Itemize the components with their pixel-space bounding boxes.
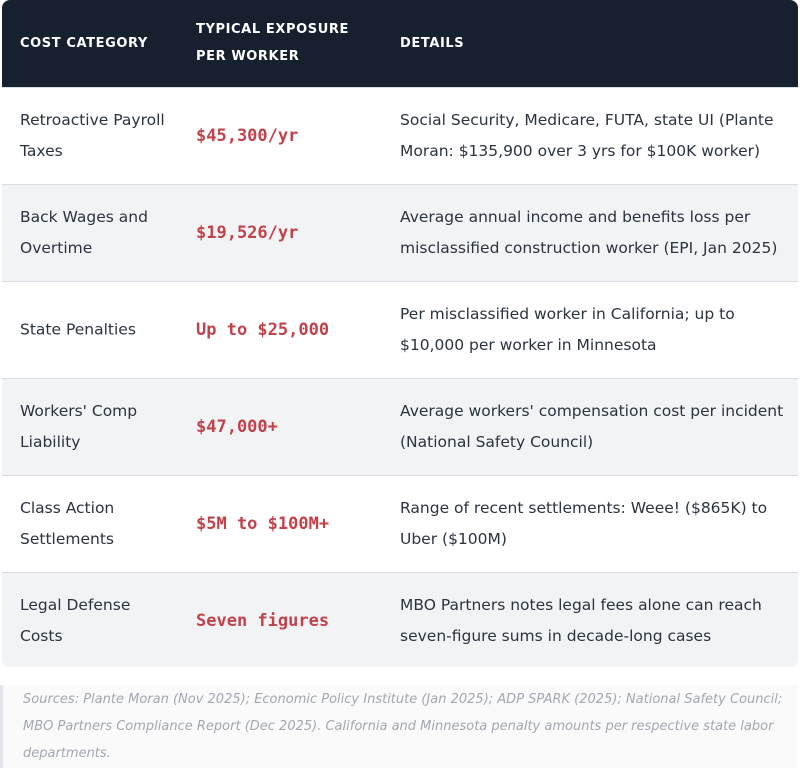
- exposure-value-cell: Seven figures: [196, 611, 330, 631]
- sources-note: Sources: Plante Moran (Nov 2025); Economic Policy Institute (Jan 2025); ADP SPARK (2025); National Safety Council; MBO Partners Compliance Report (Dec 2025). California and Minnesota penalty amounts per respective state labor departments.: [0, 685, 798, 768]
- table-row: [2, 378, 798, 475]
- table-row: [2, 87, 798, 184]
- details-cell: Social Security, Medicare, FUTA, state UI (Plante Moran: $135,900 over 3 yrs for $100K worker): [400, 111, 774, 160]
- details-cell: Range of recent settlements: Weee! ($865K) to Uber ($100M): [400, 499, 768, 548]
- exposure-value-cell: Up to $25,000: [196, 320, 330, 340]
- header-details: DETAILS: [400, 36, 465, 51]
- details-cell: Average annual income and benefits loss per misclassified construction worker (EPI, Jan 2025): [400, 208, 778, 257]
- exposure-value-cell: $45,300/yr: [196, 126, 299, 146]
- cost-category-cell: Back Wages and Overtime: [20, 208, 148, 257]
- table-header: [2, 0, 798, 87]
- table-row: [2, 475, 798, 572]
- table-row: [2, 184, 798, 281]
- exposure-value-cell: $5M to $100M+: [196, 514, 330, 534]
- details-cell: Average workers' compensation cost per incident (National Safety Council): [400, 402, 784, 451]
- cost-category-cell: State Penalties: [20, 320, 136, 339]
- header-cost-category: COST CATEGORY: [20, 36, 148, 51]
- cost-category-cell: Legal Defense Costs: [20, 596, 131, 645]
- exposure-value-cell: $47,000+: [196, 417, 278, 437]
- cost-table: [2, 0, 798, 667]
- header-exposure-line2: PER WORKER: [196, 49, 300, 64]
- header-exposure-line1: TYPICAL EXPOSURE: [196, 22, 349, 37]
- details-cell: MBO Partners notes legal fees alone can reach seven-figure sums in decade-long cases: [400, 596, 762, 645]
- cost-category-cell: Class Action Settlements: [20, 499, 115, 548]
- table-row: [2, 572, 798, 667]
- details-cell: Per misclassified worker in California; up to $10,000 per worker in Minnesota: [400, 305, 735, 354]
- cost-category-cell: Workers' Comp Liability: [20, 402, 138, 451]
- cost-category-cell: Retroactive Payroll Taxes: [20, 111, 165, 160]
- table-row: [2, 281, 798, 378]
- header-typical-exposure: [196, 16, 376, 70]
- exposure-value-cell: $19,526/yr: [196, 223, 299, 243]
